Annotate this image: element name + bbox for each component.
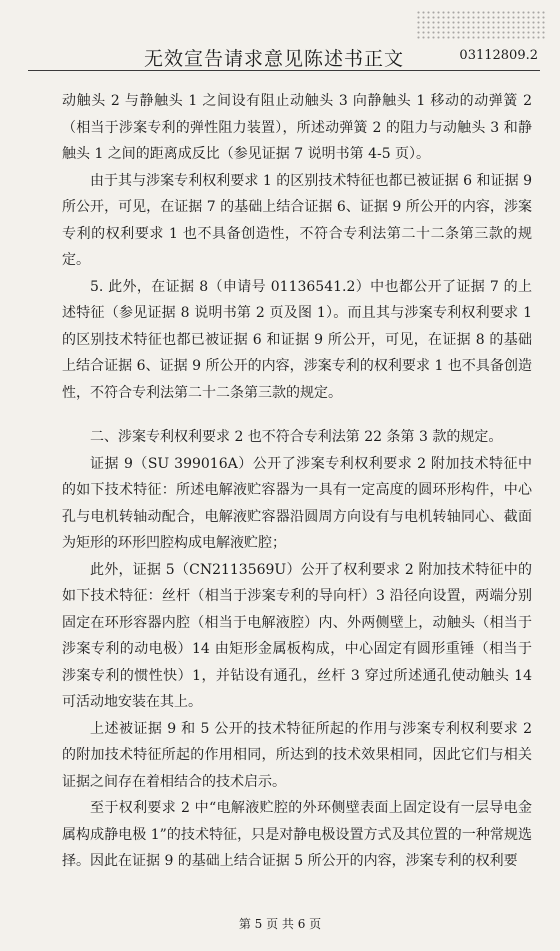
page-footer: 第 5 页 共 6 页 xyxy=(238,917,322,931)
paragraph-7: 至于权利要求 2 中“电解液贮腔的外环侧壁表面上固定设有一层导电金属构成静电极 1”的技术特征，只是对静电极设置方式及其位置的一种常规选择。因此在证据 9 的基础上结合证据 5 所公开的内容，涉案专利的权利要 xyxy=(62,800,532,869)
section-gap xyxy=(62,406,532,424)
document-title: 无效宣告请求意见陈述书正文 xyxy=(144,48,405,70)
page-header xyxy=(28,38,540,71)
paragraph-4: 证据 9（SU 399016A）公开了涉案专利权利要求 2 附加技术特征中的如下技术特征：所述电解液贮容器为一具有一定高度的圆环形构件，中心孔与电机转轴动配合，电解液贮容器沿圆周方向设有与电机转轴同心、截面为矩形的环形凹腔构成电解液贮腔； xyxy=(62,455,532,551)
paragraph-1: 动触头 2 与静触头 1 之间设有阻止动触头 3 向静触头 1 移动的动弹簧 2（相当于涉案专利的弹性阻力装置），所述动弹簧 2 的阻力与动触头 3 和静触头 1 之间的距离成反比（参见证据 7 说明书第 4-5 页）。 xyxy=(62,93,532,162)
paragraph-5: 此外，证据 5（CN2113569U）公开了权利要求 2 附加技术特征中的如下技术特征：丝杆（相当于涉案专利的导向杆）3 沿径向设置，两端分别固定在环形容器内腔（相当于电解液腔）内、外两侧壁上，动触头（相当于涉案专利的动电极）14 由矩形金属板构成，中心固定有圆形重锤（相当于涉案专利的惯性快）1，并钻设有通孔，丝杆 3 穿过所述通孔使动触头 14 可活动地安装在其上。 xyxy=(62,561,532,710)
paragraph-3: 5. 此外，在证据 8（申请号 01136541.2）中也都公开了证据 7 的上述特征（参见证据 8 说明书第 2 页及图 1）。而且其与涉案专利权利要求 1 的区别技术特征也都已被证据 6 和证据 9 所公开，可见，在证据 8 的基础上结合证据 6、证据 9 所公开的内容，涉案专利的权利要求 1 也不具备创造性，不符合专利法第二十二条第三款的规定。 xyxy=(62,278,532,401)
scan-dot-pattern xyxy=(416,10,546,40)
paragraph-2: 由于其与涉案专利权利要求 1 的区别技术特征也都已被证据 6 和证据 9 所公开，可见，在证据 7 的基础上结合证据 6、证据 9 所公开的内容，涉案专利的权利要求 1 也不具备创造性，不符合专利法第二十二条第三款的规定。 xyxy=(62,172,532,268)
document-number: 03112809.2 xyxy=(459,48,538,63)
document-body xyxy=(62,88,532,875)
section-heading: 二、涉案专利权利要求 2 也不符合专利法第 22 条第 3 款的规定。 xyxy=(90,429,503,445)
paragraph-6: 上述被证据 9 和 5 公开的技术特征所起的作用与涉案专利权利要求 2 的附加技术特征所起的作用相同，所达到的技术效果相同，因此它们与相关证据之间存在着相结合的技术启示。 xyxy=(62,720,532,790)
